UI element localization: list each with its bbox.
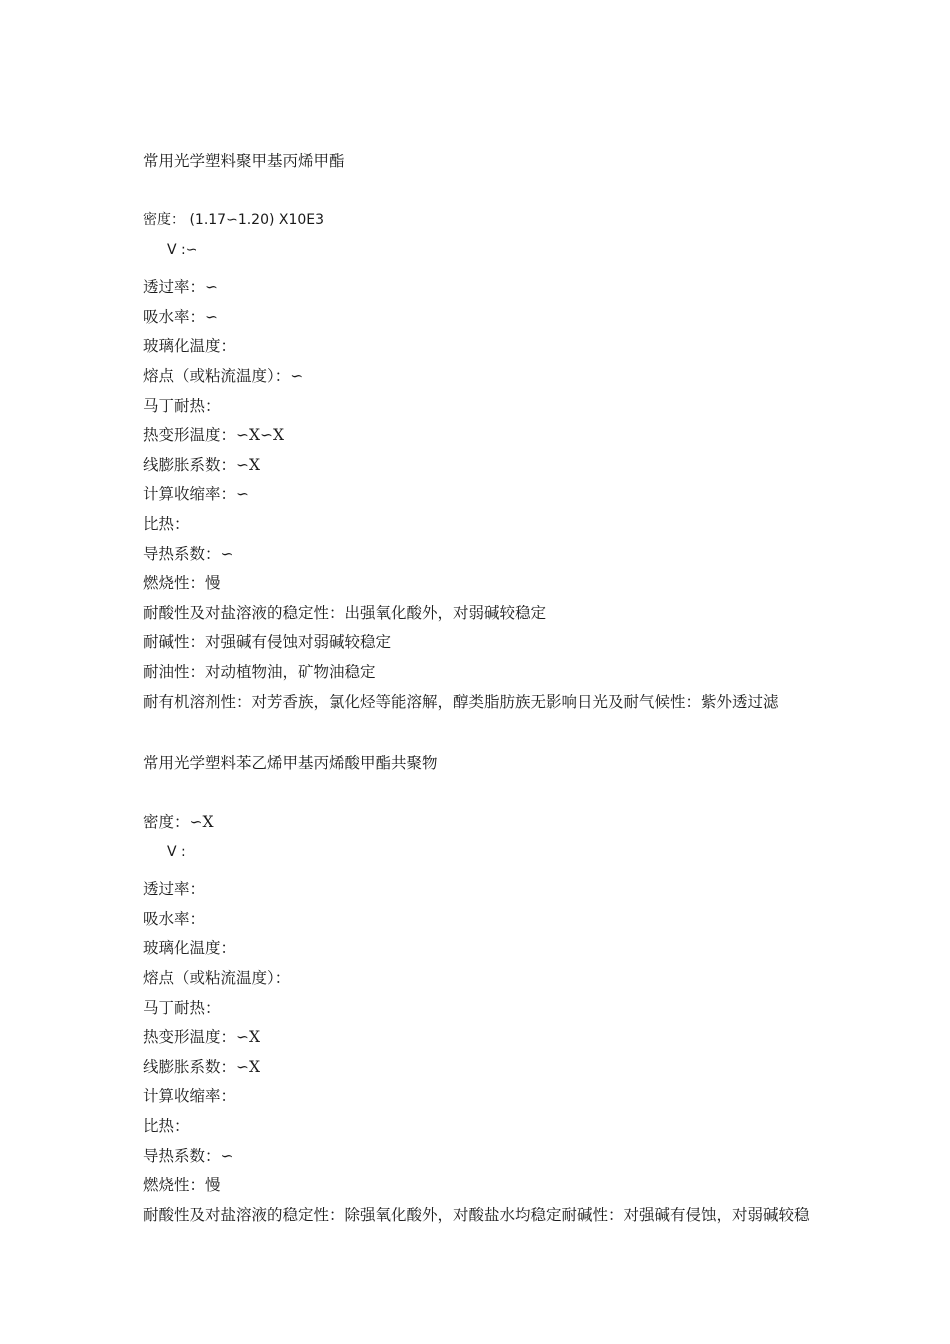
- section-title: 常用光学塑料聚甲基丙烯甲酯: [143, 152, 345, 170]
- property-line: 吸水率：: [143, 909, 206, 928]
- property-line: 比热：: [143, 1116, 190, 1135]
- property-line: 计算收缩率：: [143, 1087, 237, 1106]
- property-line: 玻璃化温度：: [143, 939, 237, 958]
- property-line: 耐碱性：对强碱有侵蚀对弱碱较稳定: [143, 633, 392, 652]
- property-line: 透过率：∽: [143, 278, 218, 297]
- property-line: 耐酸性及对盐溶液的稳定性：出强氧化酸外，对弱碱较稳定: [143, 603, 547, 622]
- property-line: 熔点（或粘流温度）：: [143, 968, 291, 987]
- property-line: 耐油性：对动植物油，矿物油稳定: [143, 662, 376, 681]
- property-line: 熔点（或粘流温度）：∽: [143, 366, 304, 385]
- section-pmma: [143, 146, 923, 717]
- property-line: 透过率：: [143, 880, 206, 899]
- property-line: 吸水率：∽: [143, 307, 218, 326]
- property-line: 燃烧性：慢: [143, 574, 221, 593]
- v-line: V :: [167, 843, 186, 860]
- property-line: 导热系数：∽: [143, 1146, 234, 1165]
- property-line: 热变形温度：∽Ⅹ∽Ⅹ: [143, 426, 285, 445]
- property-line: 热变形温度：∽Ⅹ: [143, 1028, 261, 1047]
- property-line: 导热系数：∽: [143, 544, 234, 563]
- density-line: 密度：∽Ⅹ: [143, 813, 214, 831]
- property-line: 马丁耐热：: [143, 396, 221, 415]
- property-line: 燃烧性：慢: [143, 1176, 221, 1195]
- section-smma: [143, 748, 923, 1230]
- property-line: 马丁耐热：: [143, 998, 221, 1017]
- property-line: 耐酸性及对盐溶液的稳定性：除强氧化酸外，对酸盐水均稳定耐碱性：对强碱有侵蚀，对弱碱较稳: [143, 1205, 810, 1224]
- property-line: 玻璃化温度：: [143, 337, 237, 356]
- density-line: 密度： (1.17∽1.20) Ⅹ10E3: [143, 212, 325, 228]
- v-line: V :∽: [167, 241, 198, 258]
- property-line: 计算收缩率：∽: [143, 485, 249, 504]
- section-title: 常用光学塑料苯乙烯甲基丙烯酸甲酯共聚物: [143, 754, 438, 772]
- property-line: 线膨胀系数：∽Ⅹ: [143, 1057, 261, 1076]
- property-line: 比热：: [143, 514, 190, 533]
- property-line: 耐有机溶剂性：对芳香族，氯化烃等能溶解，醇类脂肪族无影响日光及耐气候性：紫外透过滤: [143, 692, 779, 711]
- property-line: 线膨胀系数：∽Ⅹ: [143, 455, 261, 474]
